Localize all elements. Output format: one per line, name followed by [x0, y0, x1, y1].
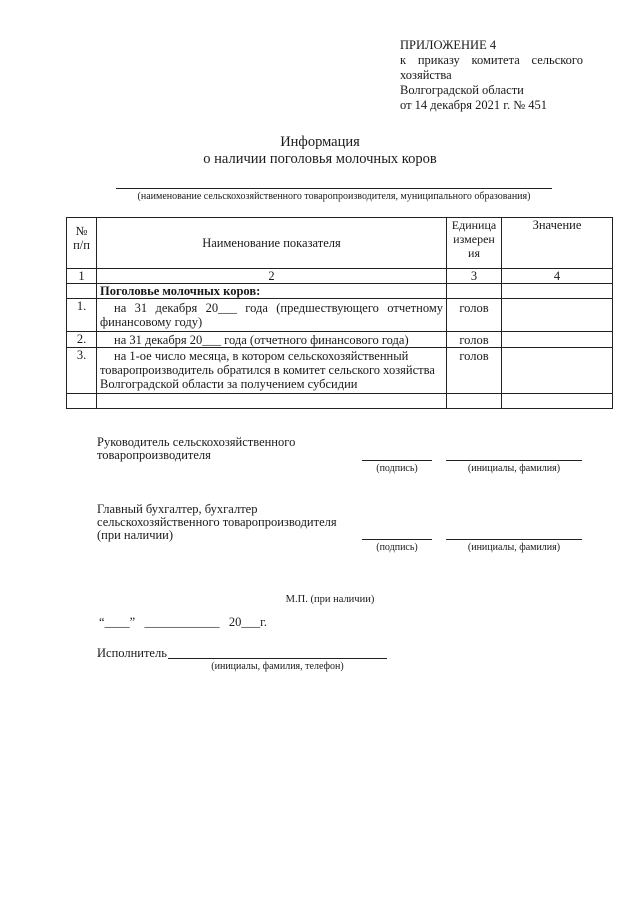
date-day-blank: ____ — [104, 615, 130, 629]
livestock-table — [66, 217, 613, 409]
empty-cell[interactable] — [502, 394, 613, 409]
appendix-line: от 14 декабря 2021 г. № 451 — [400, 98, 548, 112]
document-subtitle: о наличии поголовья молочных коров — [203, 151, 437, 167]
executor-line[interactable] — [168, 658, 387, 659]
head-signature-line[interactable] — [362, 460, 432, 461]
empty-cell — [447, 394, 502, 409]
table-row — [67, 332, 613, 348]
header-unit: Единица измерен ия — [447, 218, 502, 269]
producer-caption: (наименование сельскохозяйственного товаропроизводителя, муниципального образования) — [137, 191, 531, 202]
row-value[interactable] — [502, 332, 613, 348]
section-value — [502, 284, 613, 299]
date-line[interactable] — [99, 615, 267, 630]
row-num: 3. — [67, 348, 97, 394]
accountant-label-line2: сельскохозяйственного товаропроизводителя — [97, 515, 337, 529]
accountant-name-line[interactable] — [446, 539, 582, 540]
row-name: на 31 декабря 20___ года (отчетного финансового года) — [97, 332, 447, 348]
accountant-name-caption: (инициалы, фамилия) — [467, 542, 561, 553]
appendix-line: хозяйства — [400, 68, 452, 82]
producer-name-line — [116, 188, 552, 189]
head-sign-caption: (подпись) — [376, 463, 418, 474]
head-name-caption: (инициалы, фамилия) — [467, 463, 561, 474]
accountant-sign-caption: (подпись) — [376, 542, 418, 553]
row-name: на 31 декабря 20___ года (предшествующего отчетному финансовому году) — [97, 299, 447, 332]
appendix-title: ПРИЛОЖЕНИЕ 4 — [400, 38, 497, 52]
column-numbers-row — [67, 269, 613, 284]
accountant-signature-line[interactable] — [362, 539, 432, 540]
header-value: Значение — [502, 218, 613, 269]
row-unit: голов — [447, 332, 502, 348]
section-title: Поголовье молочных коров: — [97, 284, 447, 299]
col-number: 1 — [67, 269, 97, 284]
row-unit: голов — [447, 348, 502, 394]
header-num: № п/п — [67, 218, 97, 269]
appendix-header — [400, 38, 583, 113]
head-name-line[interactable] — [446, 460, 582, 461]
date-year: 20___г. — [228, 615, 267, 629]
section-num — [67, 284, 97, 299]
accountant-label-line1: Главный бухгалтер, бухгалтер — [97, 502, 258, 516]
head-label-line1: Руководитель сельскохозяйственного — [97, 435, 296, 449]
empty-cell — [67, 394, 97, 409]
table-row — [67, 348, 613, 394]
date-open-quote: “ — [99, 615, 105, 629]
date-close-quote: ” — [129, 615, 136, 629]
executor-caption: (инициалы, фамилия, телефон) — [211, 661, 344, 672]
document-title: Информация — [280, 134, 360, 150]
row-value[interactable] — [502, 299, 613, 332]
section-row — [67, 284, 613, 299]
appendix-line: Волгоградской области — [400, 83, 524, 97]
col-number: 2 — [97, 269, 447, 284]
col-number: 4 — [502, 269, 613, 284]
accountant-label-line3: (при наличии) — [97, 528, 174, 542]
col-number: 3 — [447, 269, 502, 284]
empty-cell — [97, 394, 447, 409]
row-unit: голов — [447, 299, 502, 332]
table-row — [67, 299, 613, 332]
stamp-placeholder: М.П. (при наличии) — [285, 594, 375, 605]
row-num: 1. — [67, 299, 97, 332]
row-name: на 1-ое число месяца, в котором сельскохозяйственный товаропроизводитель обратился в комитет сельского хозяйства Волгоградской области за получением субсидии — [97, 348, 447, 394]
row-value[interactable] — [502, 348, 613, 394]
executor-label: Исполнитель — [97, 646, 167, 660]
date-month-blank: ____________ — [144, 615, 220, 629]
appendix-line: к приказу комитета сельского — [400, 53, 583, 67]
header-name: Наименование показателя — [97, 218, 447, 269]
table-row-empty — [67, 394, 613, 409]
head-label-line2: товаропроизводителя — [97, 448, 211, 462]
section-unit — [447, 284, 502, 299]
table-header-row — [67, 218, 613, 269]
row-num: 2. — [67, 332, 97, 348]
